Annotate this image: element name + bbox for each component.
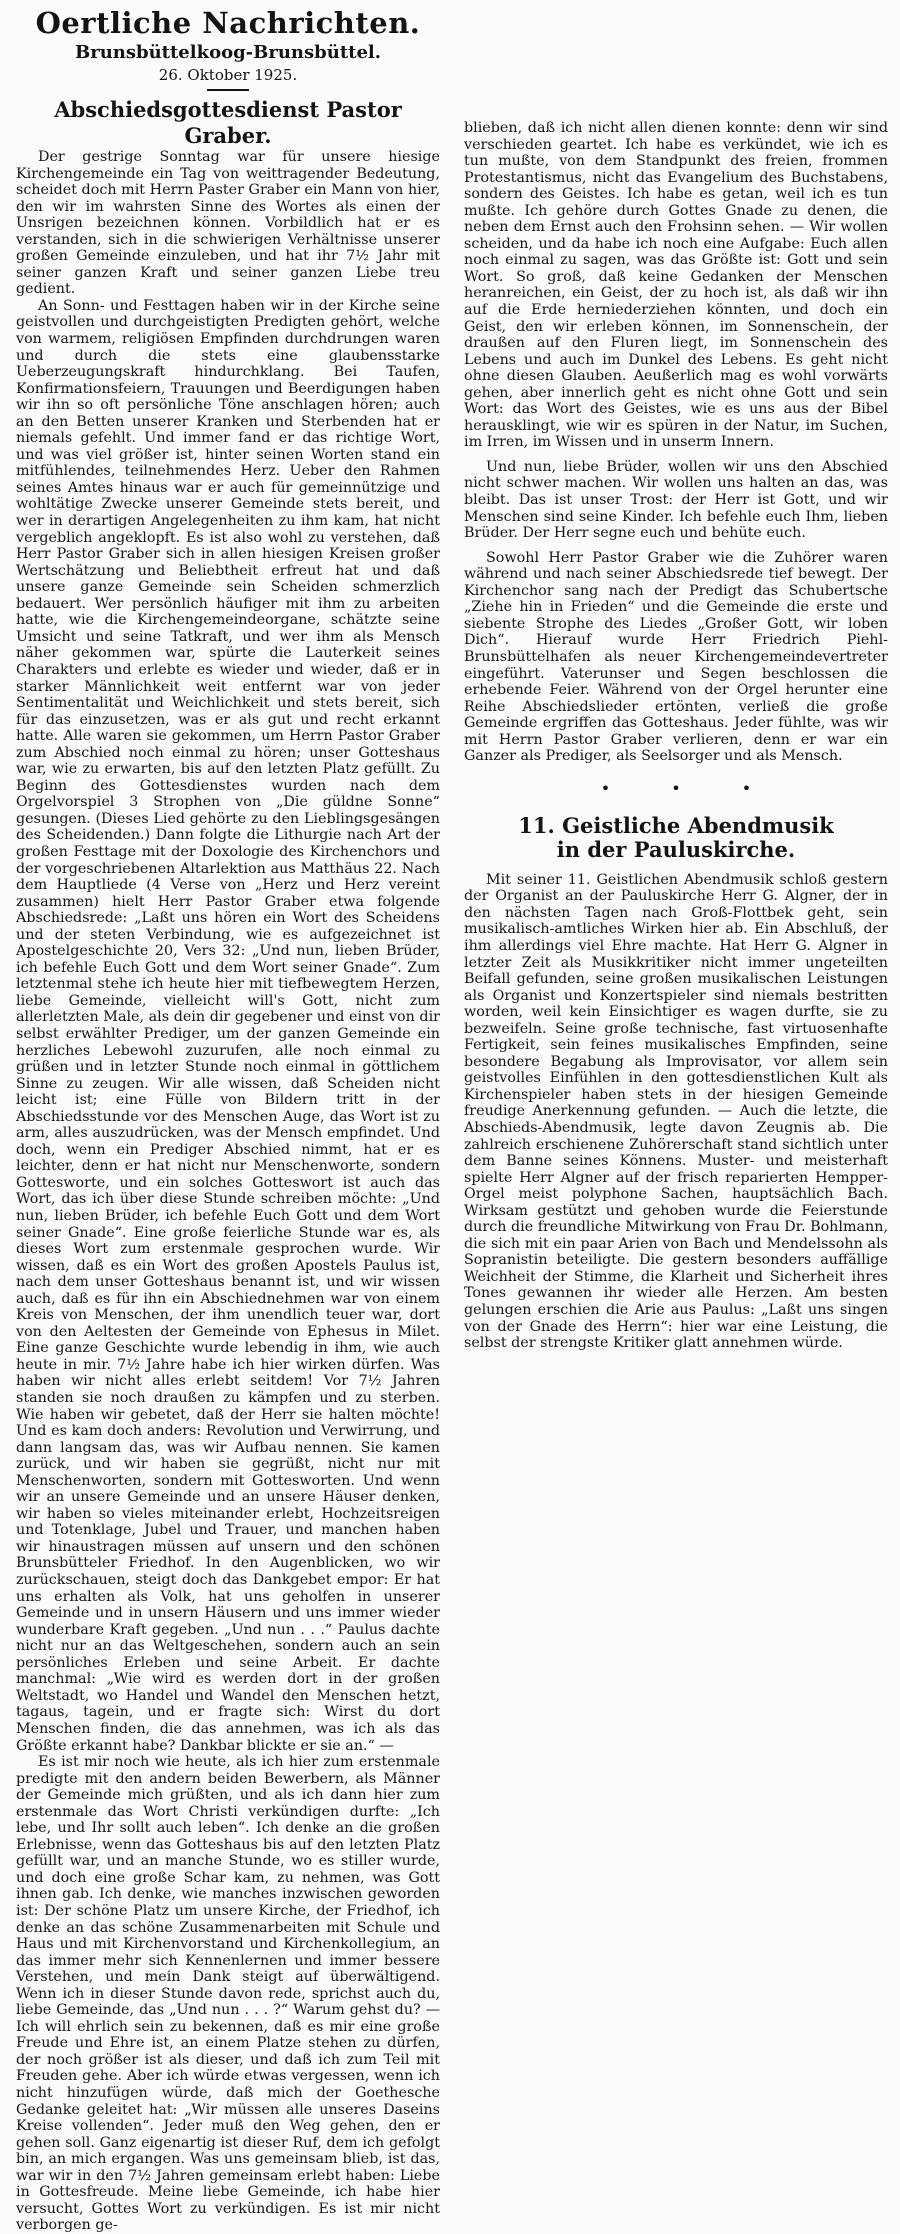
section-date: 26. Oktober 1925. xyxy=(158,66,298,84)
article-paragraph: Sowohl Herr Pastor Graber wie die Zuhörer waren während und nach seiner Abschiedsrede tief bewegt. Der Kirchenchor sang nach der Predigt das Schubertsche „Ziehe hin in Frieden“ und die Gemeinde die erste und siebente Strophe des Liedes „Großer Gott, wir loben Dich“. Hierauf wurde Herr Friedrich Piehl-Brunsbüttelhafen als neuer Kirchengemeindevertreter eingeführt. Vaterunser und Segen beschlossen die erhebende Feier. Während von der Orgel herunter eine Reihe Abschiedslieder ertönten, verließ die große Gemeinde ergriffen das Gotteshaus. Jeder fühlte, was wir mit Herrn Pastor Graber verlieren, denn er war ein Ganzer als Prediger, als Seelsorger und als Mensch. xyxy=(464,549,888,765)
article-paragraph: Mit seiner 11. Geistlichen Abendmusik schloß gestern der Organist an der Pauluskirche Herr G. Algner, der in den nächsten Tagen nach Groß-Flottbek geht, sein musikalisch-amtliches Wirken hier ab. Ein Abschluß, der ihm allerdings viel Ehre machte. Hat Herr G. Algner in letzter Zeit als Musikkritiker nicht immer ungeteilten Beifall gefunden, seine großen musikalischen Leistungen als Organist und Konzertspieler sind niemals bestritten worden, weil kein Einsichtiger es wagen durfte, sie zu bezweifeln. Seine große technische, fast virtuosenhafte Fertigkeit, sein feines musikalisches Empfinden, seine besondere Begabung als Improvisator, vor allem sein geistvolles Einfühlen in den gottesdienstlichen Kult als Kirchenspieler haben stets in der hiesigen Gemeinde freudige Anerkennung gefunden. — Auch die letzte, die Abschieds-Abendmusik, legte davon Zeugnis ab. Die zahlreich erschienene Zuhörerschaft stand sichtlich unter dem Banne seines Könnens. Muster- und meisterhaft spielte Herr Algner auf der frisch reparierten Hempper-Orgel meist polyphone Sachen, hauptsächlich Bach. Wirksam gestützt und gehoben wurde die Feierstunde durch die freundliche Mitwirkung von Frau Dr. Bohlmann, die sich mit ein paar Arien von Bach und Mendelssohn als Sopranistin beteiligte. Die gestern besonders auffällige Weichheit der Stimme, die Klarheit und Sicherheit ihres Tones gewannen ihr wieder alle Herzen. Am besten gelungen erschien die Arie aus Paulus: „Laßt uns singen von der Gnade des Herrn“: hier war eine Leistung, die selbst der strengste Kritiker glatt annehmen würde. xyxy=(464,871,888,1352)
section-separator: • • • xyxy=(600,778,780,798)
headline-line: 11. Geistliche Abendmusik xyxy=(518,812,834,838)
article-paragraph: Es ist mir noch wie heute, als ich hier zum erstenmale predigte mit den andern beiden Bewerbern, als Männer der Gemeinde mich grüßten, und als ich dann hier zum erstenmale das Wort Christi verkündigen durfte: „Ich lebe, und Ihr sollt auch leben“. Ich denke an die großen Erlebnisse, wenn das Gotteshaus bis auf den letzten Platz gefüllt war, und an manche Stunde, wo es stiller wurde, und doch eine große Schar kam, zu nehmen, was Gott ihnen gab. Ich denke, wie manches inzwischen geworden ist: Der schöne Platz um unsere Kirche, der Friedhof, ich denke an das schöne Zusammenarbeiten mit Schule und Haus und mit Kirchenvorstand und Kirchenkollegium, an das immer mehr sich Kennenlernen und immer bessere Verstehen, und mein Dank steigt auf überwältigend. Wenn ich in dieser Stunde davon rede, sprichst auch du, liebe Gemeinde, das „Und nun . . . ?“ Warum gehst du? — Ich will ehrlich sein zu bekennen, daß es mir eine große Freude und Ehre ist, an einem Platze stehen zu dürfen, der noch größer ist als dieser, und daß ich zum Teil mit Freuden gehe. Aber ich würde etwas vergessen, wenn ich nicht hinzufügen würde, daß mich der Goethesche Gedanke geleitet hat: „Wir müssen alle unseres Daseins Kreise vollenden“. Jeder muß den Weg gehen, den er gehen soll. Ganz eigenartig ist dieser Ruf, dem ich gefolgt bin, an mich ergangen. Was uns gemeinsam blieb, ist das, war wir in den 7½ Jahren gemeinsam erlebt haben: Liebe in Gottesfreude. Meine liebe Gemeinde, ich habe hier versucht, Gottes Wort zu verkündigen. Es ist mir nicht verborgen ge- xyxy=(16,1754,440,2234)
article-headline: Abschiedsgottesdienst Pastor Graber. xyxy=(54,97,402,148)
article-paragraph: Der gestrige Sonntag war für unsere hiesige Kirchengemeinde ein Tag von weittragender Bedeutung, scheidet doch mit Herrn Paster Graber ein Mann von hier, den wir im wahrsten Sinne des Wortes als einen der Unsrigen bezeichnen können. Vorbildlich hat er es verstanden, sich in die schwierigen Verhältnisse unserer großen Gemeinde einzuleben, und hat ihr 7½ Jahr mit seiner ganzen Kraft und seiner ganzen Liebe treu gedient. xyxy=(16,149,440,298)
section-location: Brunsbüttelkoog-Brunsbüttel. xyxy=(75,42,381,63)
article-paragraph: Und nun, liebe Brüder, wollen wir uns den Abschied nicht schwer machen. Wir wollen uns halten an das, was bleibt. Das ist unser Trost: der Herr ist Gott, und wir Menschen sind seine Kinder. Ich befehle euch Ihm, lieben Brüder. Der Herr segne euch und behüte euch. xyxy=(464,458,888,542)
left-column xyxy=(16,0,440,2234)
article-paragraph-continued: blieben, daß ich nicht allen dienen konnte: denn wir sind verschieden geartet. Ich habe es verkündet, wie ich es tun mußte, von dem Standpunkt des freien, frommen Protestantismus, nicht das Evangelium des Buchstabens, sondern des Geistes. Ich habe es getan, weil ich es tun mußte. Ich gehöre durch Gottes Gnade zu denen, die neben dem Ernst auch den Frohsinn sehen. — Wir wollen scheiden, und da habe ich noch eine Aufgabe: Euch allen noch einmal zu sagen, was das Größte ist: Gott und sein Wort. So groß, daß keine Gedanken der Menschen heranreichen, ein Geist, der zu hoch ist, als daß wir ihn auf die Erde herniederziehen könnten, und doch ein Geist, den wir erleben können, im Sonnenschein, der draußen auf den Fluren liegt, im Sonnenschein des Lebens und auch im Dunkel des Lebens. Es geht nicht ohne diesen Glauben. Aeußerlich mag es wohl vorwärts gehen, aber innerlich geht es nicht ohne Gott und sein Wort: das Wort des Geistes, wie es uns aus der Bibel herausklingt, wie wir es spüren in der Natur, im Suchen, im Irren, im Wissen und in unserm Innern. xyxy=(464,120,888,451)
article-headline xyxy=(464,814,888,862)
section-title: Oertliche Nachrichten. xyxy=(35,6,421,40)
right-column xyxy=(464,120,888,1352)
section-masthead xyxy=(16,6,440,91)
headline-line: in der Pauluskirche. xyxy=(556,836,796,862)
article-paragraph: An Sonn- und Festtagen haben wir in der Kirche seine geistvollen und durchgeistigten Predigten gehört, welche von warmem, religiösen Empfinden durchdrungen waren und durch die stets eine glaubensstarke Ueberzeugungskraft hindurchklang. Bei Taufen, Konfirmationsfeiern, Trauungen und Beerdigungen haben wir ihn so oft persönliche Töne anschlagen hören; auch an den Betten unserer Kranken und Sterbenden hat er niemals gefehlt. Und immer fand er das richtige Wort, und was viel größer ist, hinter seinen Worten stand ein mitfühlendes, teilnehmendes Herz. Ueber den Rahmen seines Amtes hinaus war er auch für gemeinnützige und wohltätige Zwecke unserer Gemeinde stets bereit, und wer in derartigen Angelegenheiten zu ihm kam, hat nicht vergeblich angeklopft. Es ist also wohl zu verstehen, daß Herr Pastor Graber sich in allen hiesigen Kreisen großer Wertschätzung und Beliebtheit erfreut hat und daß unsere ganze Gemeinde sein Scheiden schmerzlich bedauert. Wer persönlich häufiger mit ihm zu arbeiten hatte, wie die Kirchengemeindeorgane, schätzte seine Umsicht und seine Tatkraft, und wer ihm als Mensch näher gekommen war, spürte die Lauterkeit seines Charakters und erlebte es wieder und wieder, daß er in starker Männlichkeit weit entfernt war von jeder Sentimentalität und Weichlichkeit und stets bereit, sich für das einzusetzen, was er als gut und recht erkannt hatte. Alle waren sie gekommen, um Herrn Pastor Graber zum Abschied noch einmal zu hören; unser Gotteshaus war, wie zu erwarten, bis auf den letzten Platz gefüllt. Zu Beginn des Gottesdienstes wurden nach dem Orgelvorspiel 3 Strophen von „Die güldne Sonne“ gesungen. (Dieses Lied gehörte zu den Lieblingsgesängen des Scheidenden.) Dann folgte die Lithurgie nach Art der großen Festtage mit der Doxologie des Kirchenchors und der vorgeschriebenen Altarlektion aus Matthäus 22. Nach dem Hauptliede (4 Verse von „Herz und Herz vereint zusammen) hielt Herr Pastor Graber etwa folgende Abschiedsrede: „Laßt uns hören ein Wort des Scheidens und der steten Verbindung, wie es aufgezeichnet ist Apostelgeschichte 20, Vers 32: „Und nun, lieben Brüder, ich befehle Euch Gott und dem Wort seiner Gnade“. Zum letztenmal stehe ich heute hier mit tiefbewegtem Herzen, liebe Gemeinde, vielleicht will's Gott, nicht zum allerletzten Male, als dein dir gegebener und einst von dir selbst erwählter Prediger, um der ganzen Gemeinde ein herzliches Lebewohl zuzurufen, alle noch einmal zu grüßen und in letzter Stunde noch einmal in göttlichem Sinne zu zeugen. Wir alle wissen, daß Scheiden nicht leicht ist; eine Fülle von Bildern tritt in der Abschiedsstunde vor des Menschen Auge, das Wort ist zu arm, alles auszudrücken, was der Mensch empfindet. Und doch, wenn ein Prediger Abschied nimmt, hat er es leichter, denn er hat nicht nur Menschenworte, sondern Gottesworte, und ein solches Gotteswort ist auch das Wort, das ich über diese Stunde schreiben möchte: „Und nun, lieben Brüder, ich befehle Euch Gott und dem Wort seiner Gnade“. Eine große feierliche Stunde war es, als dieses Wort zum erstenmale gesprochen wurde. Wir wissen, daß es ein Wort des großen Apostels Paulus ist, nach dem unser Gotteshaus benannt ist, und wir wissen auch, daß es für ihn ein Abschiednehmen war von einem Kreis von Menschen, der ihm unendlich teuer war, dort von den Aeltesten der Gemeinde von Ephesus in Milet. Eine ganze Geschichte wurde lebendig in ihm, wie auch heute in mir. 7½ Jahre habe ich hier wirken dürfen. Was haben wir nicht alles erlebt seitdem! Vor 7½ Jahren standen sie noch draußen zu kämpfen und zu sterben. Wie haben wir gebetet, daß der Herr sie halten möchte! Und es kam doch anders: Revolution und Verwirrung, und dann langsam das, was wir Aufbau nennen. Sie kamen zurück, und wir haben sie gegrüßt, nicht nur mit Menschenworten, sondern mit Gottesworten. Und wenn wir an unsere Gemeinde und an unsere Häuser denken, wir haben so vieles miteinander erlebt, Hochzeitsreigen und Totenklage, Jubel und Trauer, und manchen haben wir hinaustragen müssen auf unsern und den schönen Brunsbütteler Friedhof. In den Augenblicken, wo wir zurückschauen, steigt doch das Dankgebet empor: Er hat uns erhalten als Volk, hat uns geholfen in unserer Gemeinde und in unsern Häusern und uns immer wieder wunderbare Kraft gegeben. „Und nun . . .“ Paulus dachte nicht nur an das Weltgeschehen, sondern auch an sein persönliches Erleben und seine Arbeit. Er dachte manchmal: „Wie wird es werden dort in der großen Weltstadt, wo Handel und Wandel den Menschen hetzt, tagaus, tagein, und er fragte sich: Wirst du dort Menschen finden, die das annehmen, was ich als das Größte erkannt habe? Dankbar blickte er sie an.“ — xyxy=(16,297,440,1754)
divider-rule xyxy=(207,89,249,91)
